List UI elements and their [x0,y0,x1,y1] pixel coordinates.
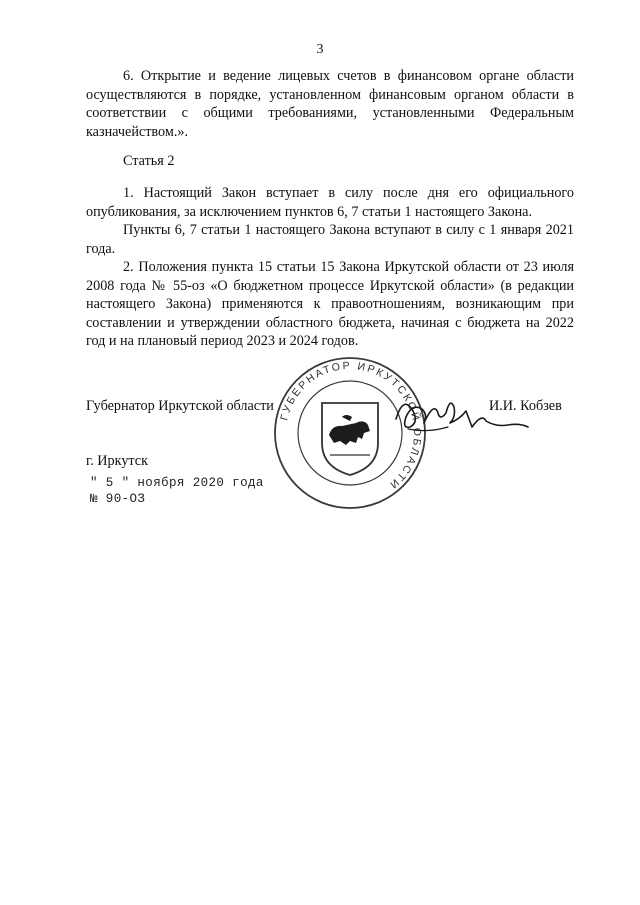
law-number: № 90-ОЗ [90,492,146,506]
babr-animal-icon [329,421,370,445]
clause-6-paragraph: 6. Открытие и ведение лицевых счетов в финансовом органе области осуществляются в порядке, установленном финансовым органом области в соответствии с общими требованиями, установленными Федеральным казначейством.». [86,68,574,140]
paragraph-1: 1. Настоящий Закон вступает в силу после дня его официального опубликования, за исключением пунктов 6, 7 статьи 1 настоящего Закона. [86,185,574,220]
svg-text:ГУБЕРНАТОР ИРКУТСКОЙ ОБЛАСТИ: ГУБЕРНАТОР ИРКУТСКОЙ ОБЛАСТИ [278,359,424,492]
paragraph-2: 2. Положения пункта 15 статьи 15 Закона Иркутской области от 23 июля 2008 года № 55-оз «О бюджетном процессе Иркутской области» (в редакции настоящего Закона) применяются к правоотношениям, возникающим при составлении и утверждении областного бюджета, начиная с бюджета на 2022 год и на плановый период 2023 и 2024 годов. [86,259,574,349]
paragraph-1b: Пункты 6, 7 статьи 1 настоящего Закона вступают в силу с 1 января 2021 года. [86,222,574,257]
article-heading: Статья 2 [123,153,175,169]
signing-date: " 5 " ноября 2020 года [90,476,264,490]
signatory-name: И.И. Кобзев [489,398,562,414]
page-number: 3 [316,42,324,57]
signatory-title: Губернатор Иркутской области [86,398,274,414]
place-of-signing: г. Иркутск [86,453,148,469]
